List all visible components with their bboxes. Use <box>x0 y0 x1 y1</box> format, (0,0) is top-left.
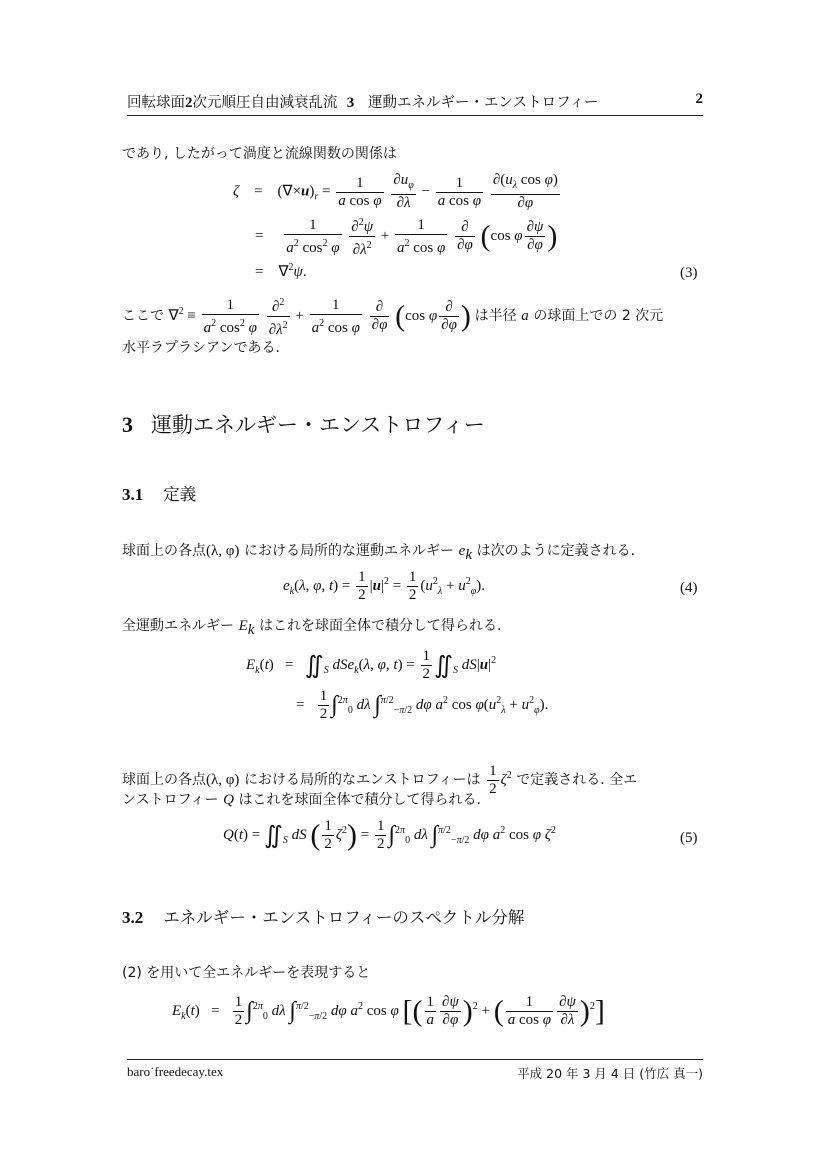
page-footer <box>127 1059 703 1084</box>
header-title-jp: 回転球面 <box>127 95 185 111</box>
total-energy-equation-line2: = $\frac{1}{2}$ ∫$^{2\pi}_0$ dλ ∫$^{\pi/2}_{-\pi/2}$ dφ $a^2$ $\cos \varphi(u^2_\lambda + u^2_\varphi)$. <box>296 688 549 722</box>
spectral-intro: (2) を用いて全エネルギーを表現すると <box>122 965 371 981</box>
equation-3-label: (3) <box>680 265 698 281</box>
enstrophy-intro-line2: ンストロフィー Q はこれを球面全体で積分して得られる. <box>122 792 481 808</box>
enstrophy-intro: 球面上の各点(λ, φ) における局所的なエンストロフィーは $\frac{1}{2}$ $\zeta^2$ で定義される. 全エ <box>122 763 638 797</box>
equation-5-label: (5) <box>680 830 698 846</box>
spectral-energy-equation: $E_k(t)$ = $\frac{1}{2}$ ∫$^{2\pi}_0$ dλ ∫$^{\pi/2}_{-\pi/2}$ dφ $a^2$ cos φ [( $\frac{1}{a}$ $\frac{\partial\psi}{\partial\varphi}$ )$^2$ + ( $\frac{1}{\text{a cos φ}}$ $\frac{\partial\psi}{\partial\lambda}$ )$^2$] <box>172 994 605 1028</box>
equation-3-line3: = ∇$^2$ψ. <box>255 262 307 280</box>
section-3-2-heading: 3.2 エネルギー・エンストロフィーのスペクトル分解 <box>122 908 525 927</box>
header-title-num: 2 <box>185 95 193 111</box>
section-3-1-heading: 3.1 定義 <box>122 485 197 504</box>
header-section-num: 3 <box>346 95 355 111</box>
total-energy-line: 全運動エネルギー $E_k$ はこれを球面全体で積分して得られる. <box>122 618 502 638</box>
equation-3-line2: = $\frac{1}{a^2 \cos^2 \varphi}$ $\frac{\partial^2\psi}{\partial\lambda^2}$ + $\frac{1}{a^2 \cos \varphi}$ $\frac{\partial}{\partial\varphi}$ (cos φ $\frac{\partial\psi}{\partial\varphi}$ ) <box>255 214 557 259</box>
header-section-title: 運動エネルギー・エンストロフィー <box>368 95 599 111</box>
equation-4: $e_k(\lambda$, φ, t) = $\frac{1}{2}$ $|u|^2$ = $\frac{1}{2}$ $(u^2_\lambda + u^2_\varphi)$. <box>283 569 486 603</box>
equation-3-line1: ζ = $(\nabla\times u)_r$ = $\frac{1}{\text{a cos φ}}$ $\frac{\partial u_\varphi}{\partial\lambda}$ − $\frac{1}{\text{a cos φ}}$ $\frac{\partial(u_\lambda \cos \varphi)}{\partial\varphi}$ <box>233 172 558 211</box>
energy-intro: 球面上の各点(λ, φ) における局所的な運動エネルギー $e_k$ は次のように定義される. <box>122 543 636 563</box>
intro-line: であり, したがって渦度と流線関数の関係は <box>122 146 397 162</box>
laplacian-definition-line2: 水平ラプラシアンである. <box>122 340 280 356</box>
total-energy-equation-line1: $E_k(t)$ = $∬_S$ dSe$_k$(λ, φ, t) = $\frac{1}{2}$ $∬_S$ $dS|u|^2$ <box>246 648 497 682</box>
page-number: 2 <box>695 91 703 107</box>
equation-5: $Q(t) = ∬_S$ dS ( $\frac{1}{2}$ $\zeta^2$) = $\frac{1}{2}$ ∫$^{2\pi}_0$ dλ ∫$^{\pi/2}_{-\pi/2}$ dφ $a^2$ cos φ $\zeta^2$ <box>223 818 556 852</box>
footer-filename: baro˙freedecay.tex <box>127 1064 224 1079</box>
footer-date: 平成 20 年 3 月 4 日 (竹広 真一) <box>517 1066 703 1081</box>
running-header-title <box>127 91 598 112</box>
header-title-rest: 次元順圧自由減衰乱流 <box>192 95 338 111</box>
equation-4-label: (4) <box>680 580 698 596</box>
laplacian-definition: ここで ∇$^2$ ≡ $\frac{1}{a^2 \cos^2 \varphi}$ $\frac{\partial^2}{\partial\lambda^2}$ + $\frac{1}{a^2 \cos \varphi}$ $\frac{\partial}{\partial\varphi}$ (cos φ $\frac{\partial}{\partial\varphi}$ ) は半径 a の球面上での 2 次元 <box>122 294 663 339</box>
section-3-heading: 3 運動エネルギー・エンストロフィー <box>122 412 485 437</box>
running-header <box>127 91 703 116</box>
